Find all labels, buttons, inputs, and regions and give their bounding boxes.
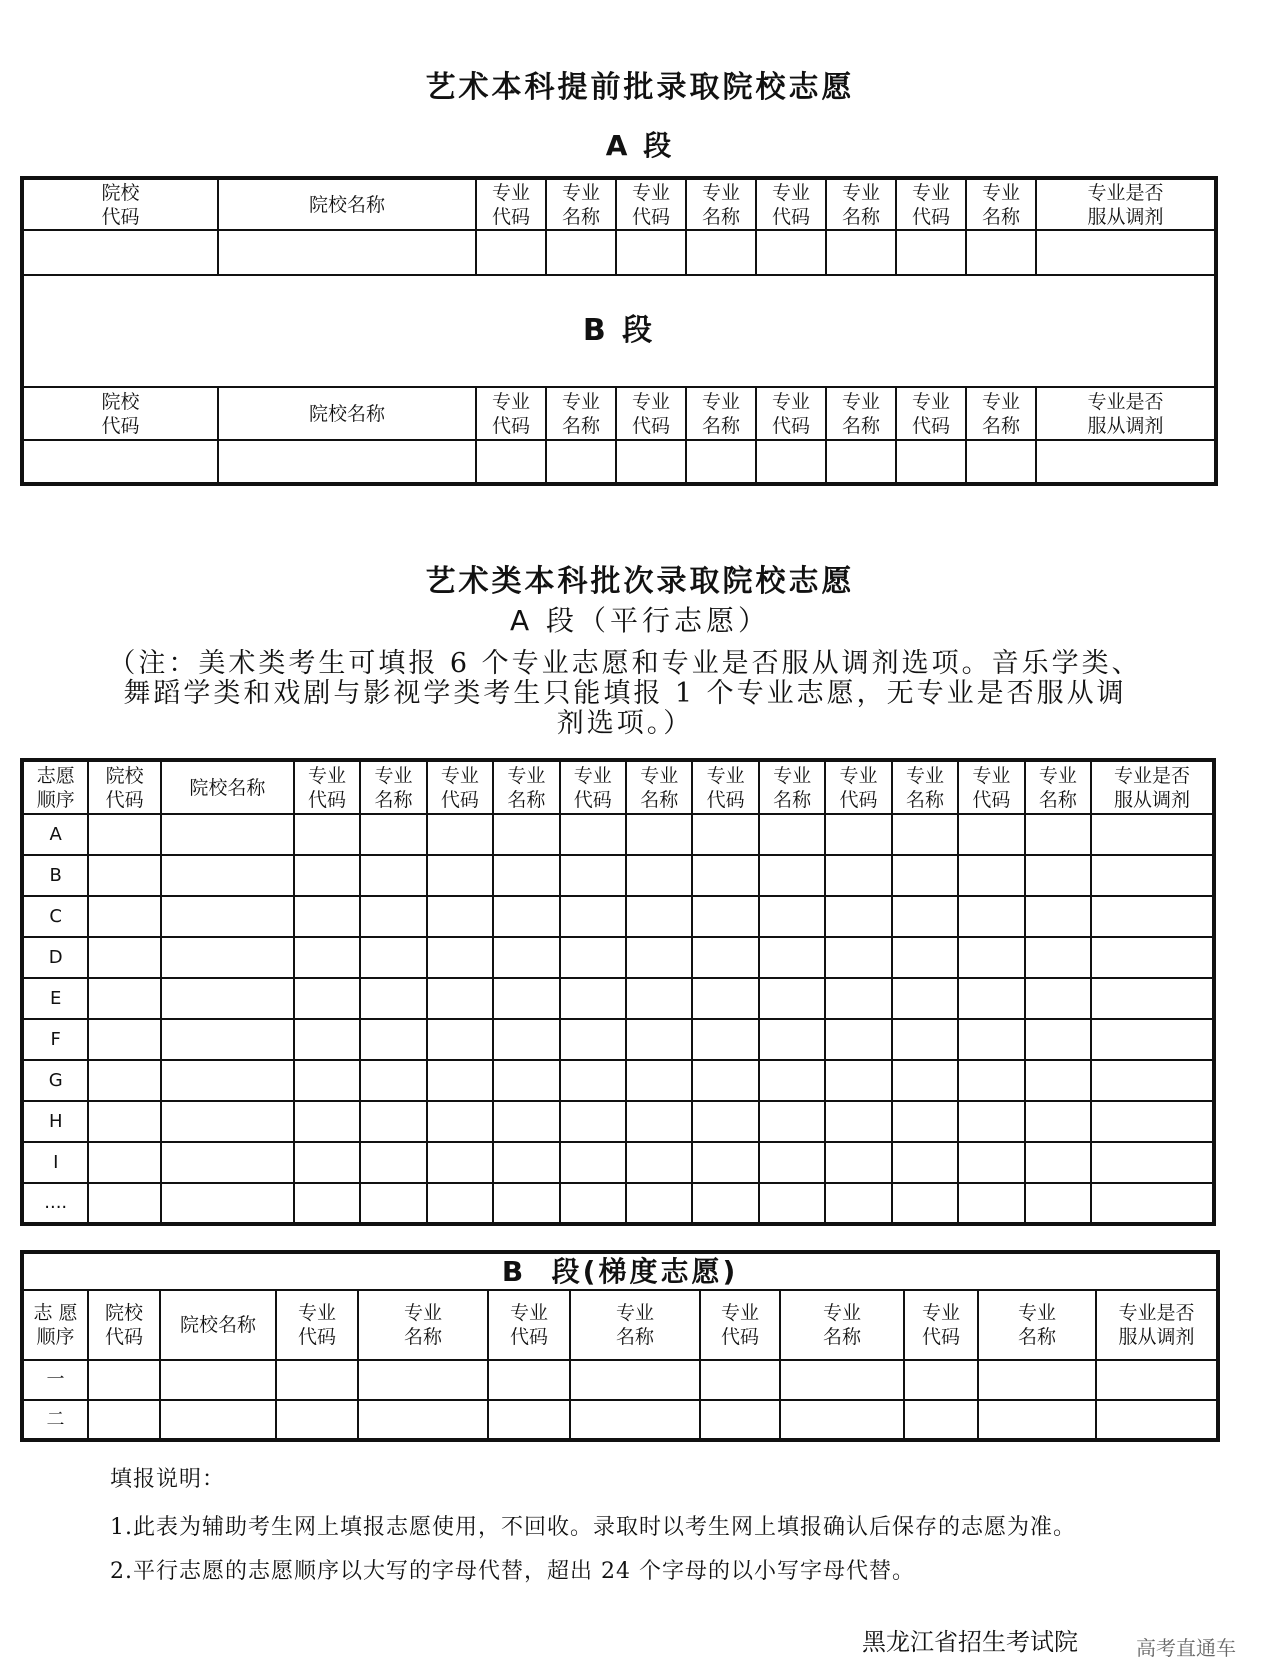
entry-cell[interactable] [488,1360,570,1400]
column-header: 专业 代码 [896,178,966,230]
section2-seg-a-label: A 段（平行志愿） [509,604,771,637]
entry-cell[interactable] [1025,1019,1091,1060]
column-header: 专业 代码 [904,1290,978,1360]
entry-cell[interactable] [1091,855,1214,896]
column-header: 专业 名称 [892,760,958,814]
entry-cell[interactable] [161,1101,294,1142]
column-header: 专业 代码 [276,1290,358,1360]
entry-cell[interactable] [825,1101,891,1142]
entry-cell[interactable] [626,1183,692,1224]
entry-cell[interactable] [626,814,692,855]
entry-cell[interactable] [780,1360,904,1400]
volunteer-order: D [22,937,88,978]
column-header: 专业 代码 [616,178,686,230]
table-row [22,1183,1214,1224]
entry-cell[interactable] [958,1101,1024,1142]
entry-cell[interactable] [276,1360,358,1400]
entry-cell[interactable] [88,1360,160,1400]
entry-cell[interactable] [892,937,958,978]
watermark: 高考直通车 [1136,1636,1236,1660]
entry-cell[interactable] [493,937,559,978]
entry-cell[interactable] [626,1060,692,1101]
entry-cell[interactable] [88,978,160,1019]
entry-cell[interactable] [294,855,360,896]
entry-cell[interactable] [892,1183,958,1224]
section1-seg-a-label: A 段 [605,129,675,162]
a-header-row [22,760,1214,814]
entry-cell[interactable] [88,1183,160,1224]
volunteer-order: B [22,855,88,896]
entry-cell[interactable] [756,230,826,274]
entry-cell[interactable] [493,1142,559,1183]
entry-cell[interactable] [759,1060,825,1101]
entry-cell[interactable] [1025,1101,1091,1142]
table-row [22,1019,1214,1060]
volunteer-order: .... [22,1183,88,1224]
note-line-3: 剂选项。） [556,708,694,739]
instructions-heading: 填报说明： [110,1467,226,1492]
entry-cell[interactable] [896,230,966,274]
entry-cell[interactable] [1091,1183,1214,1224]
entry-cell[interactable] [892,1142,958,1183]
entry-cell[interactable] [88,855,160,896]
entry-cell[interactable] [958,1019,1024,1060]
column-header: 专业 名称 [826,178,896,230]
column-header: 院校 代码 [88,1290,160,1360]
column-header: 专业 名称 [360,760,426,814]
entry-cell[interactable] [360,978,426,1019]
issuer-name: 黑龙江省招生考试院 [862,1628,1078,1656]
entry-cell[interactable] [904,1400,978,1440]
entry-cell[interactable] [1091,1101,1214,1142]
entry-cell[interactable] [692,1060,758,1101]
entry-cell[interactable] [616,440,686,484]
entry-cell[interactable] [161,814,294,855]
entry-cell[interactable] [958,855,1024,896]
table-row [22,855,1214,896]
entry-cell[interactable] [892,855,958,896]
parallel-volunteer-table [20,758,1216,1226]
entry-cell[interactable] [825,937,891,978]
entry-cell[interactable] [616,230,686,274]
entry-cell[interactable] [958,978,1024,1019]
entry-cell[interactable] [360,1019,426,1060]
entry-cell[interactable] [958,814,1024,855]
volunteer-order: F [22,1019,88,1060]
entry-cell[interactable] [1091,978,1214,1019]
volunteer-order: C [22,896,88,937]
column-header: 专业 代码 [825,760,891,814]
column-header: 专业 代码 [700,1290,780,1360]
entry-cell[interactable] [88,896,160,937]
entry-cell[interactable] [493,1060,559,1101]
column-header: 专业 名称 [686,387,756,439]
column-header: 专业是否 服从调剂 [1036,387,1216,439]
volunteer-order: G [22,1060,88,1101]
seg-b-header-row [22,387,1216,439]
entry-cell[interactable] [88,1142,160,1183]
column-header: 院校 代码 [22,387,218,439]
entry-cell[interactable] [88,1101,160,1142]
entry-cell[interactable] [626,1101,692,1142]
entry-cell[interactable] [958,1142,1024,1183]
section2-note [30,649,1220,739]
entry-cell[interactable] [161,1183,294,1224]
entry-cell[interactable] [1091,937,1214,978]
column-header: 专业 代码 [756,178,826,230]
b-header-row [22,1290,1218,1360]
entry-cell[interactable] [546,230,616,274]
entry-cell[interactable] [759,855,825,896]
entry-cell[interactable] [826,230,896,274]
entry-cell[interactable] [692,896,758,937]
entry-cell[interactable] [756,440,826,484]
entry-cell[interactable] [892,1019,958,1060]
column-header: 专业是否 服从调剂 [1036,178,1216,230]
entry-cell[interactable] [892,814,958,855]
column-header: 专业 代码 [488,1290,570,1360]
entry-cell[interactable] [692,1183,758,1224]
entry-cell[interactable] [493,855,559,896]
section1-title: 艺术本科提前批录取院校志愿 [425,70,855,105]
entry-cell[interactable] [692,937,758,978]
entry-cell[interactable] [161,937,294,978]
entry-cell[interactable] [360,896,426,937]
column-header: 专业 代码 [560,760,626,814]
entry-cell[interactable] [626,978,692,1019]
column-header: 专业 代码 [958,760,1024,814]
entry-cell[interactable] [160,1360,276,1400]
note-line-2: 舞蹈学类和戏剧与影视学类考生只能填报 1 个专业志愿，无专业是否服从调 [123,678,1127,709]
table-row [22,896,1214,937]
entry-cell[interactable] [161,896,294,937]
entry-cell[interactable] [892,1060,958,1101]
entry-cell[interactable] [360,937,426,978]
column-header: 专业 名称 [780,1290,904,1360]
column-header: 专业 名称 [493,760,559,814]
entry-cell[interactable] [626,1019,692,1060]
entry-cell[interactable] [1096,1400,1218,1440]
entry-cell[interactable] [1025,1142,1091,1183]
column-header: 专业 代码 [294,760,360,814]
entry-cell[interactable] [978,1360,1096,1400]
column-header: 院校 代码 [22,178,218,230]
entry-cell[interactable] [1091,814,1214,855]
entry-cell[interactable] [1025,855,1091,896]
entry-cell[interactable] [161,1060,294,1101]
column-header: 专业 代码 [616,387,686,439]
seg-b-label-row [22,1252,1218,1290]
entry-cell[interactable] [958,1060,1024,1101]
entry-cell[interactable] [825,1142,891,1183]
volunteer-order: A [22,814,88,855]
entry-cell[interactable] [560,1142,626,1183]
seg-a-entry-row [22,230,1216,274]
entry-cell[interactable] [692,814,758,855]
section2-title: 艺术类本科批次录取院校志愿 [425,564,855,599]
entry-cell[interactable] [626,937,692,978]
entry-cell[interactable] [759,1142,825,1183]
entry-cell[interactable] [161,1019,294,1060]
entry-cell[interactable] [161,855,294,896]
entry-cell[interactable] [360,814,426,855]
entry-cell[interactable] [294,896,360,937]
entry-cell[interactable] [218,440,476,484]
entry-cell[interactable] [294,1101,360,1142]
entry-cell[interactable] [825,896,891,937]
gradient-volunteer-table [20,1250,1220,1442]
entry-cell[interactable] [546,440,616,484]
column-header: 专业 名称 [978,1290,1096,1360]
column-header: 专业 代码 [476,178,546,230]
entry-cell[interactable] [360,1060,426,1101]
entry-cell[interactable] [560,1060,626,1101]
entry-cell[interactable] [626,1142,692,1183]
entry-cell[interactable] [160,1400,276,1440]
entry-cell[interactable] [958,896,1024,937]
volunteer-order: E [22,978,88,1019]
column-header: 专业 名称 [966,387,1036,439]
entry-cell[interactable] [780,1400,904,1440]
advance-batch-table [20,176,1218,486]
entry-cell[interactable] [892,896,958,937]
column-header: 专业 名称 [546,178,616,230]
entry-cell[interactable] [358,1400,488,1440]
entry-cell[interactable] [427,1101,493,1142]
seg-a-header-row [22,178,1216,230]
column-header: 专业 名称 [686,178,756,230]
entry-cell[interactable] [692,1019,758,1060]
column-header: 专业 名称 [626,760,692,814]
column-header: 院校名称 [218,178,476,230]
entry-cell[interactable] [488,1400,570,1440]
instruction-item-1: 1.此表为辅助考生网上填报志愿使用，不回收。录取时以考生网上填报确认后保存的志愿为准。 [110,1515,1076,1540]
column-header: 专业 代码 [427,760,493,814]
volunteer-order: 一 [22,1360,88,1400]
entry-cell[interactable] [686,230,756,274]
entry-cell[interactable] [560,937,626,978]
entry-cell[interactable] [493,896,559,937]
entry-cell[interactable] [294,1183,360,1224]
entry-cell[interactable] [692,978,758,1019]
column-header: 院校 代码 [88,760,160,814]
column-header: 专业 名称 [826,387,896,439]
entry-cell[interactable] [1025,937,1091,978]
column-header: 专业是否 服从调剂 [1091,760,1214,814]
column-header: 专业 名称 [546,387,616,439]
column-header: 专业 名称 [570,1290,700,1360]
entry-cell[interactable] [700,1360,780,1400]
entry-cell[interactable] [294,937,360,978]
entry-cell[interactable] [493,1101,559,1142]
entry-cell[interactable] [276,1400,358,1440]
entry-cell[interactable] [904,1360,978,1400]
entry-cell[interactable] [759,896,825,937]
entry-cell[interactable] [826,440,896,484]
column-header: 专业 代码 [896,387,966,439]
column-header: 专业 名称 [358,1290,488,1360]
entry-cell[interactable] [88,937,160,978]
seg-b-entry-row [22,440,1216,484]
entry-cell[interactable] [88,814,160,855]
entry-cell[interactable] [22,230,218,274]
entry-cell[interactable] [22,440,218,484]
entry-cell[interactable] [560,896,626,937]
entry-cell[interactable] [1025,978,1091,1019]
column-header: 专业 名称 [966,178,1036,230]
column-header: 志 愿 顺序 [22,1290,88,1360]
entry-cell[interactable] [825,1019,891,1060]
table-row [22,814,1214,855]
entry-cell[interactable] [88,1060,160,1101]
column-header: 专业 代码 [476,387,546,439]
column-header: 专业 代码 [756,387,826,439]
entry-cell[interactable] [1025,1183,1091,1224]
entry-cell[interactable] [161,978,294,1019]
column-header: 专业 名称 [1025,760,1091,814]
entry-cell[interactable] [560,814,626,855]
entry-cell[interactable] [825,978,891,1019]
entry-cell[interactable] [493,814,559,855]
entry-cell[interactable] [427,814,493,855]
entry-cell[interactable] [427,978,493,1019]
entry-cell[interactable] [360,1183,426,1224]
section2-seg-b-label: B 段(梯度志愿) [22,1252,1218,1290]
entry-cell[interactable] [493,1019,559,1060]
entry-cell[interactable] [294,814,360,855]
entry-cell[interactable] [360,1142,426,1183]
table-row [22,1400,1218,1440]
entry-cell[interactable] [570,1360,700,1400]
column-header: 院校名称 [218,387,476,439]
entry-cell[interactable] [476,230,546,274]
entry-cell[interactable] [88,1400,160,1440]
entry-cell[interactable] [1091,896,1214,937]
entry-cell[interactable] [427,1060,493,1101]
entry-cell[interactable] [294,1019,360,1060]
entry-cell[interactable] [686,440,756,484]
table-row [22,1101,1214,1142]
entry-cell[interactable] [1036,230,1216,274]
entry-cell[interactable] [427,937,493,978]
entry-cell[interactable] [1091,1019,1214,1060]
entry-cell[interactable] [88,1019,160,1060]
entry-cell[interactable] [294,978,360,1019]
entry-cell[interactable] [427,1019,493,1060]
seg-b-label-row [22,275,1216,388]
entry-cell[interactable] [161,1142,294,1183]
entry-cell[interactable] [825,1183,891,1224]
entry-cell[interactable] [825,814,891,855]
entry-cell[interactable] [560,978,626,1019]
table-row [22,1142,1214,1183]
entry-cell[interactable] [493,1183,559,1224]
entry-cell[interactable] [759,978,825,1019]
entry-cell[interactable] [759,1101,825,1142]
column-header: 院校名称 [160,1290,276,1360]
column-header: 专业 代码 [692,760,758,814]
entry-cell[interactable] [966,440,1036,484]
entry-cell[interactable] [1091,1060,1214,1101]
entry-cell[interactable] [692,1101,758,1142]
volunteer-order: I [22,1142,88,1183]
entry-cell[interactable] [1025,896,1091,937]
entry-cell[interactable] [427,1183,493,1224]
entry-cell[interactable] [570,1400,700,1440]
entry-cell[interactable] [759,1019,825,1060]
entry-cell[interactable] [476,440,546,484]
entry-cell[interactable] [1091,1142,1214,1183]
note-line-1: （注：美术类考生可填报 6 个专业志愿和专业是否服从调剂选项。音乐学类、 [108,648,1142,679]
volunteer-order: H [22,1101,88,1142]
entry-cell[interactable] [958,1183,1024,1224]
entry-cell[interactable] [1096,1360,1218,1400]
entry-cell[interactable] [360,855,426,896]
entry-cell[interactable] [978,1400,1096,1440]
entry-cell[interactable] [958,937,1024,978]
entry-cell[interactable] [896,440,966,484]
entry-cell[interactable] [493,978,559,1019]
entry-cell[interactable] [358,1360,488,1400]
entry-cell[interactable] [966,230,1036,274]
entry-cell[interactable] [1025,1060,1091,1101]
entry-cell[interactable] [427,896,493,937]
entry-cell[interactable] [560,1183,626,1224]
entry-cell[interactable] [759,1183,825,1224]
entry-cell[interactable] [218,230,476,274]
entry-cell[interactable] [294,1060,360,1101]
entry-cell[interactable] [427,855,493,896]
entry-cell[interactable] [560,855,626,896]
entry-cell[interactable] [892,1101,958,1142]
column-header: 志愿 顺序 [22,760,88,814]
entry-cell[interactable] [360,1101,426,1142]
section1-seg-b-label: B 段 [22,275,1216,388]
entry-cell[interactable] [700,1400,780,1440]
column-header: 专业 名称 [759,760,825,814]
entry-cell[interactable] [692,1142,758,1183]
entry-cell[interactable] [626,896,692,937]
entry-cell[interactable] [892,978,958,1019]
table-row [22,1360,1218,1400]
entry-cell[interactable] [294,1142,360,1183]
column-header: 院校名称 [161,760,294,814]
entry-cell[interactable] [560,1019,626,1060]
entry-cell[interactable] [1036,440,1216,484]
table-row [22,978,1214,1019]
entry-cell[interactable] [560,1101,626,1142]
entry-cell[interactable] [1025,814,1091,855]
table-row [22,1060,1214,1101]
column-header: 专业是否 服从调剂 [1096,1290,1218,1360]
entry-cell[interactable] [626,855,692,896]
table-row [22,937,1214,978]
entry-cell[interactable] [692,855,758,896]
entry-cell[interactable] [759,937,825,978]
volunteer-order: 二 [22,1400,88,1440]
entry-cell[interactable] [825,855,891,896]
instruction-item-2: 2.平行志愿的志愿顺序以大写的字母代替，超出 24 个字母的以小写字母代替。 [110,1559,915,1584]
entry-cell[interactable] [825,1060,891,1101]
entry-cell[interactable] [427,1142,493,1183]
entry-cell[interactable] [759,814,825,855]
